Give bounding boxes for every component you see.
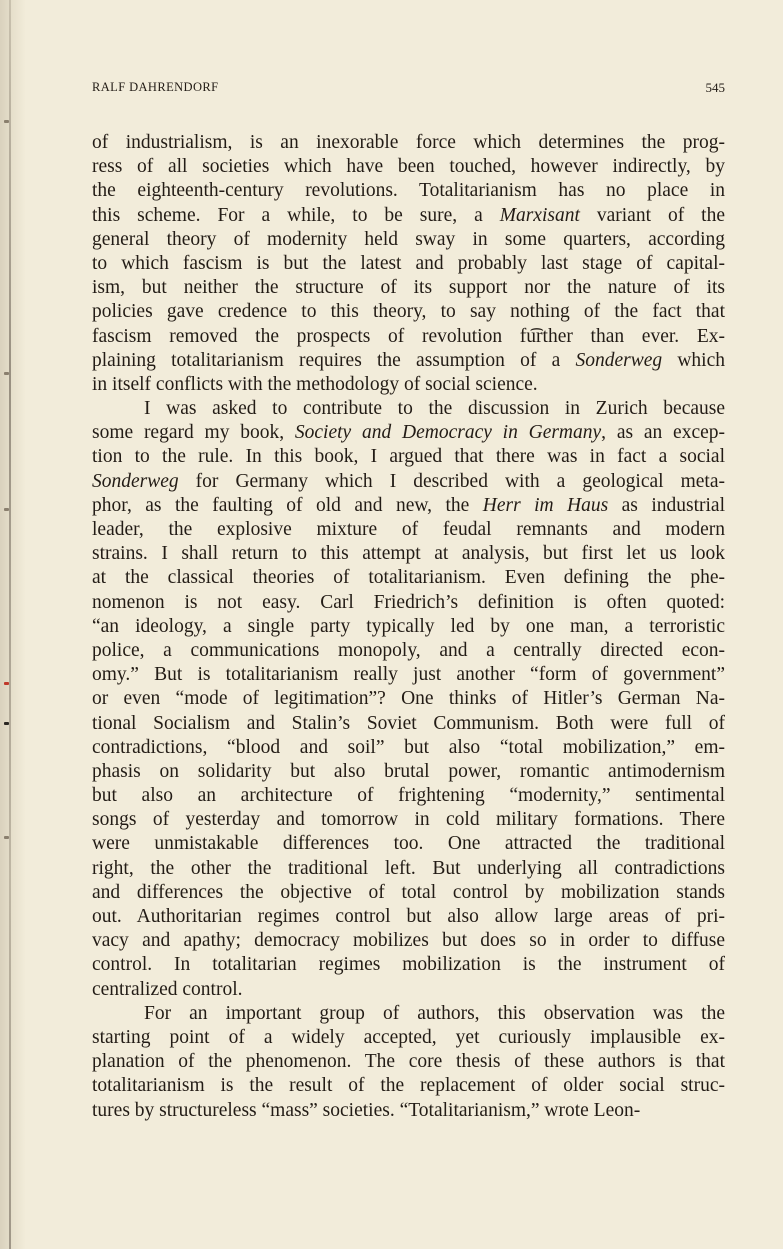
text-run: were unmistakable differences too. One attracted the traditional — [92, 833, 725, 855]
text-run: songs of yesterday and tomorrow in cold military formations. There — [92, 809, 725, 831]
text-run: ress of all societies which have been touched, however indirectly, by — [92, 156, 725, 178]
text-run: nomenon is not easy. Carl Friedrich’s definition is often quoted: — [92, 591, 725, 613]
text-run: plaining totalitarianism requires the assumption of a — [92, 349, 576, 371]
text-run: right, the other the traditional left. But underlying all contradictions — [92, 857, 725, 879]
text-line — [92, 615, 725, 639]
book-spine-shadow — [0, 0, 26, 1249]
text-run: tion to the rule. In this book, I argued that there was in fact a social — [92, 446, 725, 468]
text-line — [92, 663, 725, 687]
italic-phrase: Sonderweg — [575, 349, 663, 371]
text-run: some regard my book, — [92, 422, 295, 444]
spine-mark — [4, 508, 9, 511]
text-run: leader, the explosive mixture of feudal remnants and modern — [92, 519, 725, 540]
text-line — [92, 1074, 725, 1098]
text-line — [92, 639, 725, 663]
text-run: tures by structureless “mass” societies. “Totalitarianism,” wrote Leon- — [92, 1099, 641, 1121]
text-line — [92, 1050, 725, 1074]
page-header — [92, 80, 725, 96]
text-line — [92, 131, 725, 155]
text-line — [92, 1099, 725, 1123]
text-run: the eighteenth-century revolutions. Totalitarianism has no place in — [92, 180, 725, 202]
text-run: phasis on solidarity but also brutal power, romantic antimodernism — [92, 760, 725, 782]
paragraph — [92, 1002, 725, 1123]
text-run: of industrialism, is an inexorable force which determines the prog- — [92, 132, 725, 153]
text-run: tional Socialism and Stalin’s Soviet Communism. Both were full of — [92, 712, 725, 734]
text-line — [92, 421, 725, 445]
text-line — [92, 1002, 725, 1026]
text-line — [92, 1026, 725, 1050]
text-run: out. Authoritarian regimes control but also allow large areas of pri- — [92, 906, 725, 927]
text-line — [92, 373, 725, 397]
spine-mark — [4, 682, 9, 685]
text-run: this scheme. For a while, to be sure, a — [92, 204, 500, 226]
text-run: general theory of modernity held sway in some quarters, according — [92, 228, 725, 250]
text-line — [92, 953, 725, 977]
text-run: policies gave credence to this theory, to say nothing of the fact that — [92, 301, 725, 323]
text-line — [92, 470, 725, 494]
text-line — [92, 179, 725, 203]
text-run: starting point of a widely accepted, yet curiously implausible ex- — [92, 1026, 725, 1048]
text-line — [92, 760, 725, 784]
text-run: fascism removed the prospects of revolution fu͡rther than ever. Ex- — [92, 325, 725, 347]
spine-mark — [4, 120, 9, 123]
text-run: in itself conflicts with the methodology of social science. — [92, 373, 538, 395]
running-head: RALF DAHRENDORF — [92, 80, 219, 94]
paragraph — [92, 397, 725, 1002]
text-run: strains. I shall return to this attempt at analysis, but first let us look — [92, 543, 725, 565]
italic-phrase: Marxisant — [499, 204, 580, 226]
italic-phrase: Society and Democracy in Germany — [294, 422, 602, 444]
text-run: and differences the objective of total control by mobilization stands — [92, 881, 725, 903]
text-line — [92, 445, 725, 469]
text-run: “an ideology, a single party typically led by one man, a terroristic — [92, 615, 725, 637]
paragraph — [92, 131, 725, 397]
text-line — [92, 978, 725, 1002]
text-run: totalitarianism is the result of the replacement of older social struc- — [92, 1075, 725, 1097]
text-run: , as an excep- — [601, 422, 725, 444]
text-run: contradictions, “blood and soil” but also “total mobilization,” em- — [92, 736, 725, 758]
text-line — [92, 687, 725, 711]
text-line — [92, 929, 725, 953]
italic-phrase: Herr im Haus — [482, 494, 609, 516]
text-run: centralized control. — [92, 978, 243, 1000]
text-run: I was asked to contribute to the discussion in Zurich because — [144, 398, 725, 420]
text-run: but also an architecture of frightening “modernity,” sentimental — [92, 785, 725, 807]
text-line — [92, 784, 725, 808]
text-line — [92, 736, 725, 760]
text-line — [92, 542, 725, 566]
text-run: for Germany which I described with a geological meta- — [178, 470, 725, 492]
text-run: phor, as the faulting of old and new, the — [92, 494, 483, 516]
text-run: planation of the phenomenon. The core thesis of these authors is that — [92, 1051, 725, 1073]
text-line — [92, 276, 725, 300]
text-line — [92, 712, 725, 736]
text-run: at the classical theories of totalitarianism. Even defining the phe- — [92, 567, 725, 589]
text-line — [92, 228, 725, 252]
text-run: police, a communications monopoly, and a centrally directed econ- — [92, 639, 725, 661]
text-line — [92, 857, 725, 881]
text-line — [92, 252, 725, 276]
page-number: 545 — [705, 80, 725, 95]
text-run: vacy and apathy; democracy mobilizes but does so in order to diffuse — [92, 930, 725, 952]
spine-mark — [4, 372, 9, 375]
text-line — [92, 494, 725, 518]
text-line — [92, 518, 725, 542]
text-run: control. In totalitarian regimes mobilization is the instrument of — [92, 954, 725, 976]
text-line — [92, 155, 725, 179]
text-line — [92, 591, 725, 615]
body-text — [92, 131, 725, 1123]
text-line — [92, 881, 725, 905]
spine-mark — [4, 722, 9, 725]
text-run: omy.” But is totalitarianism really just another “form of government” — [92, 664, 725, 686]
text-run: variant of the — [579, 204, 725, 226]
text-line — [92, 325, 725, 349]
spine-mark — [4, 836, 9, 839]
text-line — [92, 832, 725, 856]
text-run: ism, but neither the structure of its support nor the nature of its — [92, 277, 725, 299]
text-run: For an important group of authors, this observation was the — [144, 1002, 725, 1024]
text-line — [92, 566, 725, 590]
text-run: as industrial — [608, 494, 725, 516]
text-line — [92, 204, 725, 228]
text-line — [92, 349, 725, 373]
binding-edge — [9, 0, 11, 1249]
italic-phrase: Sonderweg — [92, 470, 179, 492]
text-line — [92, 397, 725, 421]
text-run: which — [662, 349, 725, 371]
text-run: or even “mode of legitimation”? One thinks of Hitler’s German Na- — [92, 688, 725, 710]
text-line — [92, 808, 725, 832]
text-line — [92, 300, 725, 324]
text-line — [92, 905, 725, 929]
text-run: to which fascism is but the latest and probably last stage of capital- — [92, 252, 725, 274]
